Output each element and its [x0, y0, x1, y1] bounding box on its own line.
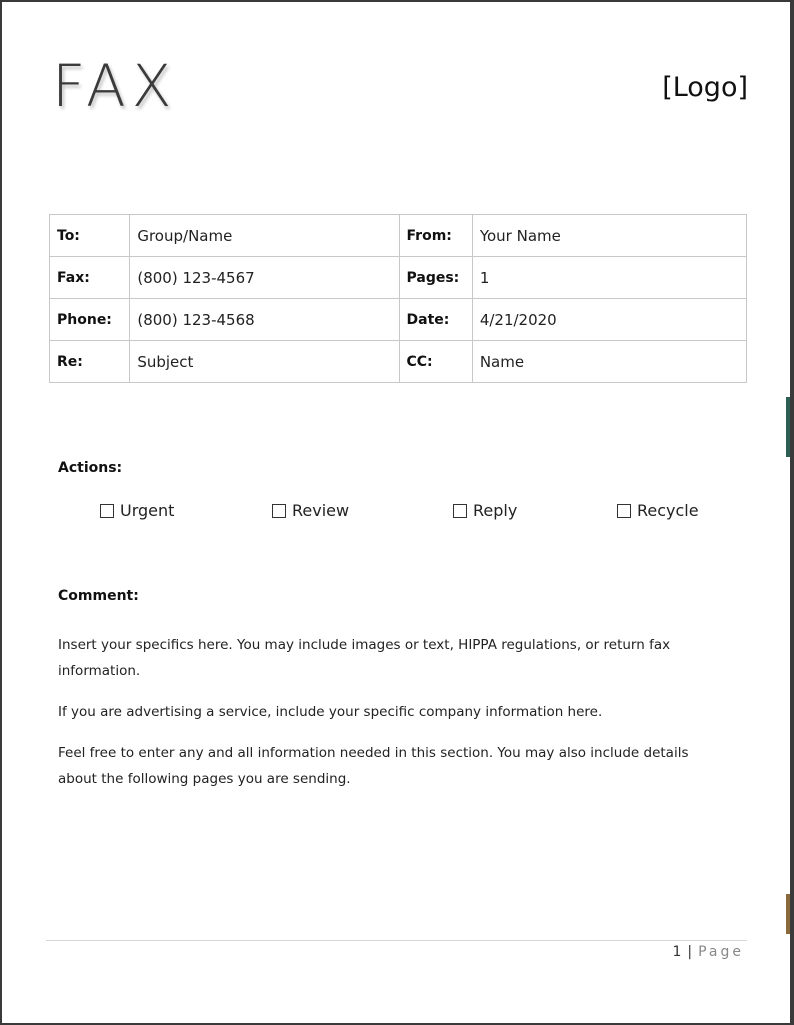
fax-label: Fax:: [50, 257, 130, 299]
review-checkbox[interactable]: [272, 504, 286, 518]
table-row: [50, 257, 747, 299]
edge-decoration: [786, 894, 790, 934]
comment-paragraph: Feel free to enter any and all information needed in this section. You may also include details about the following pages you are sending.: [58, 745, 689, 787]
reply-option[interactable]: [453, 501, 517, 520]
comment-body[interactable]: [58, 632, 708, 807]
recycle-option[interactable]: [617, 501, 699, 520]
recycle-checkbox[interactable]: [617, 504, 631, 518]
from-field[interactable]: Your Name: [472, 215, 746, 257]
pages-label: Pages:: [399, 257, 472, 299]
comment-heading: Comment:: [58, 588, 139, 604]
comment-paragraph: If you are advertising a service, include your specific company information here.: [58, 704, 603, 720]
date-label: Date:: [399, 299, 472, 341]
reply-checkbox[interactable]: [453, 504, 467, 518]
review-option[interactable]: [272, 501, 349, 520]
edge-decoration: [786, 397, 790, 457]
page-footer: [672, 944, 744, 960]
page-number: 1: [672, 944, 682, 960]
actions-heading: Actions:: [58, 460, 123, 476]
to-field[interactable]: Group/Name: [130, 215, 399, 257]
recycle-label: Recycle: [637, 501, 699, 520]
cc-field[interactable]: Name: [472, 341, 746, 383]
urgent-option[interactable]: [100, 501, 174, 520]
fax-field[interactable]: (800) 123-4567: [130, 257, 399, 299]
table-row: [50, 341, 747, 383]
footer-separator: |: [687, 944, 693, 960]
fax-info-table: [49, 214, 747, 383]
review-label: Review: [292, 501, 350, 520]
urgent-checkbox[interactable]: [100, 504, 114, 518]
re-field[interactable]: Subject: [130, 341, 399, 383]
page-label: Page: [698, 944, 744, 960]
footer-divider: [46, 940, 747, 941]
fax-cover-page: [2, 2, 790, 1023]
cc-label: CC:: [399, 341, 472, 383]
page-title: FAX: [52, 52, 178, 120]
from-label: From:: [399, 215, 472, 257]
table-row: [50, 215, 747, 257]
phone-field[interactable]: (800) 123-4568: [130, 299, 399, 341]
date-field[interactable]: 4/21/2020: [472, 299, 746, 341]
logo-placeholder: [Logo]: [662, 72, 748, 103]
table-row: [50, 299, 747, 341]
phone-label: Phone:: [50, 299, 130, 341]
pages-field[interactable]: 1: [472, 257, 746, 299]
urgent-label: Urgent: [120, 501, 175, 520]
comment-paragraph: Insert your specifics here. You may include images or text, HIPPA regulations, or return fax information.: [58, 637, 671, 679]
reply-label: Reply: [473, 501, 518, 520]
re-label: Re:: [50, 341, 130, 383]
to-label: To:: [50, 215, 130, 257]
